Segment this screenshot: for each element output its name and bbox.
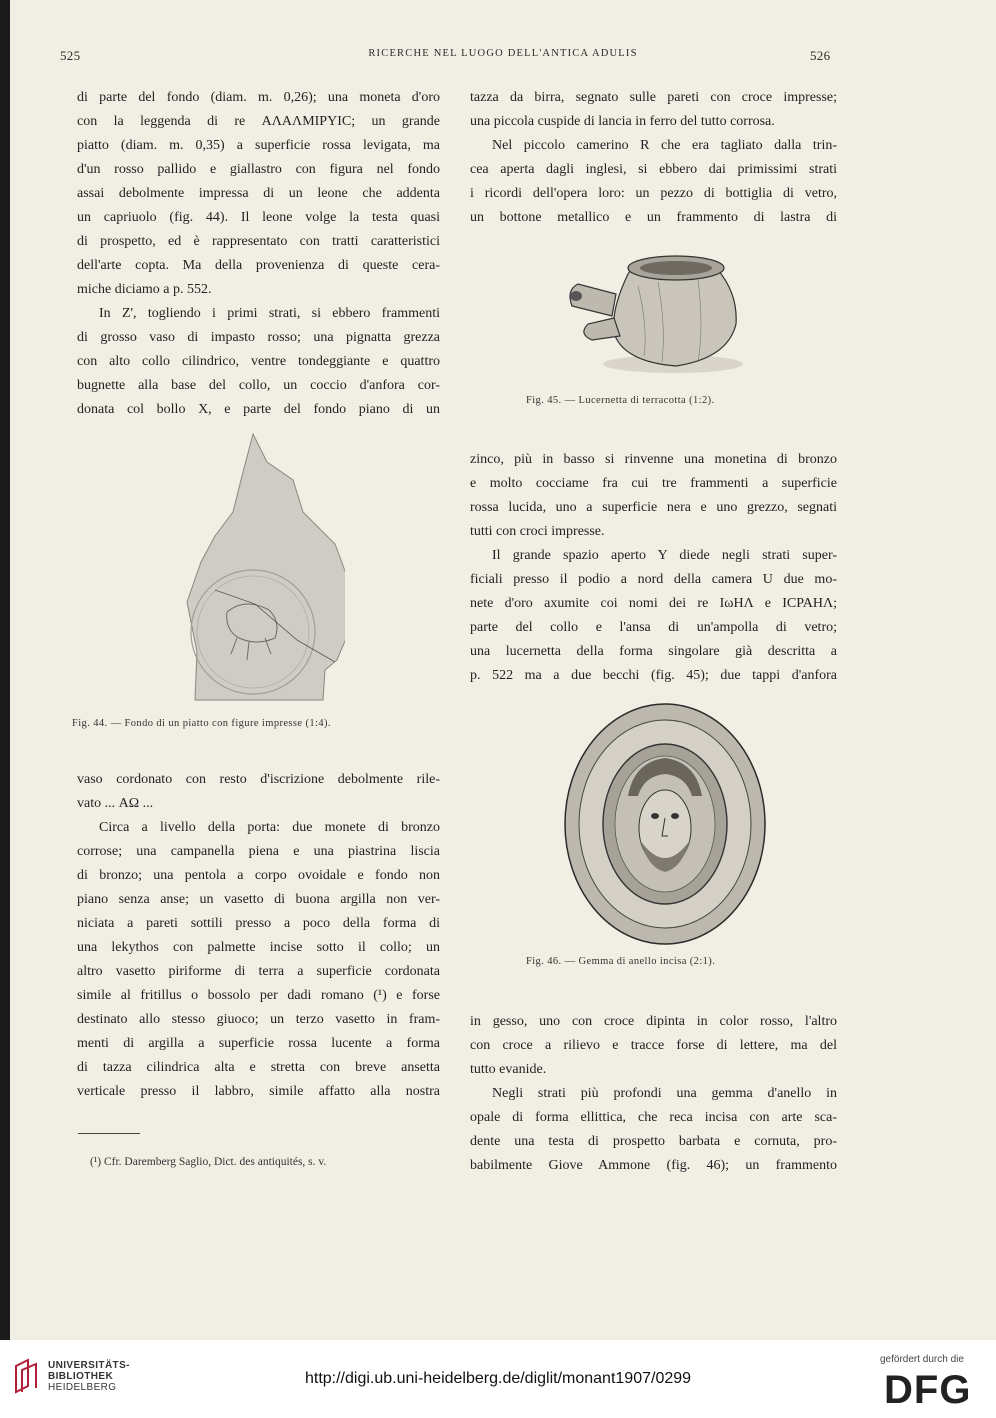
text-line: rossa lucida, uno a superficie nera e uno grezzo, segnati bbox=[470, 500, 837, 515]
fig46-gem-image bbox=[562, 700, 768, 948]
text-line: altro vasetto piriforme di terra a superficie cordonata bbox=[77, 964, 440, 979]
text-line: Negli strati più profondi una gemma d'anello in bbox=[492, 1086, 837, 1101]
text-line: dente una testa di prospetto barbata e cornuta, pro- bbox=[470, 1134, 837, 1149]
text-line: p. 522 ma a due becchi (fig. 45); due tappi d'anfora bbox=[470, 668, 837, 683]
text-line: e molto cocciame fra cui tre frammenti a superficie bbox=[470, 476, 837, 491]
text-line: nete d'oro axumite coi nomi dei re ΙωΗΛ e ΙϹΡΑΗΛ; bbox=[470, 596, 837, 611]
text-line: dell'arte copta. Ma della provenienza di queste cera- bbox=[77, 258, 440, 273]
text-line: una lucernetta della forma singolare già descritta a bbox=[470, 644, 837, 659]
text-line: corrose; una campanella piena e una piastrina liscia bbox=[77, 844, 440, 859]
text-line: vaso cordonato con resto d'iscrizione debolmente rile- bbox=[77, 772, 440, 787]
text-line: di parte del fondo (diam. m. 0,26); una moneta d'oro bbox=[77, 90, 440, 105]
fig46-caption: Fig. 46. — Gemma di anello incisa (2:1). bbox=[526, 956, 716, 967]
text-line: d'un rosso pallido e giallastro con figura nel fondo bbox=[77, 162, 440, 177]
text-line: cea aperta dagli inglesi, si ebbero dai primissimi strati bbox=[470, 162, 837, 177]
footnote-rule bbox=[78, 1133, 140, 1134]
funded-by-label: gefördert durch die bbox=[880, 1354, 964, 1365]
left-text-block-1 bbox=[77, 86, 440, 422]
text-line: i ricordi dell'opera loro: un pezzo di bottiglia di vetro, bbox=[470, 186, 837, 201]
text-line: piatto (diam. m. 0,35) a superficie rossa levigata, ma bbox=[77, 138, 440, 153]
text-line: zinco, più in basso si rinvenne una monetina di bronzo bbox=[470, 452, 837, 467]
text-line: babilmente Giove Ammone (fig. 46); un frammento bbox=[470, 1158, 837, 1173]
dfg-logo: DFG bbox=[884, 1368, 972, 1412]
right-text-block-3 bbox=[470, 1010, 837, 1178]
text-line: Nel piccolo camerino R che era tagliato dalla trin- bbox=[492, 138, 837, 153]
library-name-line: UNIVERSITÄTS- bbox=[48, 1360, 130, 1371]
text-line: una piccola cuspide di lancia in ferro del tutto corrosa. bbox=[470, 114, 775, 129]
text-line: assai debolmente impressa di un leone che addenta bbox=[77, 186, 440, 201]
fig44-plate-fragment-image bbox=[185, 432, 345, 708]
text-line: bugnette alla base del collo, un coccio d'anfora cor- bbox=[77, 378, 440, 393]
text-line: tutto evanide. bbox=[470, 1062, 547, 1077]
fig44-caption: Fig. 44. — Fondo di un piatto con figure impresse (1:4). bbox=[72, 718, 331, 729]
text-line: donata col bollo X, e parte del fondo piano di un bbox=[77, 402, 440, 417]
text-line: tutti con croci impresse. bbox=[470, 524, 605, 539]
text-line: un bottone metallico e un frammento di lastra di bbox=[470, 210, 837, 225]
text-line: In Z', togliendo i primi strati, si ebbero frammenti bbox=[99, 306, 440, 321]
text-line: tazza da birra, segnato sulle pareti con croce impresse; bbox=[470, 90, 837, 105]
text-line: una lekythos con palmette incise sotto il collo; un bbox=[77, 940, 440, 955]
text-line: un capriuolo (fig. 44). Il leone volge la testa quasi bbox=[77, 210, 440, 225]
text-line: destinato allo stesso giuoco; un terzo vasetto in fram- bbox=[77, 1012, 440, 1027]
footnote: (¹) Cfr. Daremberg Saglio, Dict. des antiquités, s. v. bbox=[90, 1156, 327, 1168]
text-line: miche diciamo a p. 552. bbox=[77, 282, 212, 297]
scanned-page bbox=[10, 0, 996, 1418]
library-name-line: BIBLIOTHEK bbox=[48, 1371, 114, 1382]
text-line: opale di forma ellittica, che reca incisa con arte sca- bbox=[470, 1110, 837, 1125]
running-title: RICERCHE NEL LUOGO DELL'ANTICA ADULIS bbox=[368, 48, 638, 59]
page-number-right: 526 bbox=[810, 48, 831, 63]
text-line: di grosso vaso di impasto rosso; una pignatta grezza bbox=[77, 330, 440, 345]
text-line: in gesso, uno con croce dipinta in color rosso, l'altro bbox=[470, 1014, 837, 1029]
right-text-block-2 bbox=[470, 448, 837, 688]
page-number-left: 525 bbox=[60, 48, 81, 63]
text-line: con alto collo cilindrico, ventre tondeggiante e quattro bbox=[77, 354, 440, 369]
left-text-block-2 bbox=[77, 768, 440, 1104]
text-line: niciata a pareti sottili presso a poco della forma di bbox=[77, 916, 440, 931]
permalink-url[interactable]: http://digi.ub.uni-heidelberg.de/diglit/monant1907/0299 bbox=[304, 1370, 692, 1387]
library-name-line: HEIDELBERG bbox=[48, 1382, 117, 1393]
text-line: con croce a rilievo e tracce forse di lettere, ma del bbox=[470, 1038, 837, 1053]
fig45-caption: Fig. 45. — Lucernetta di terracotta (1:2). bbox=[526, 395, 715, 406]
text-line: piano senza anse; un vasetto di buona argilla non ver- bbox=[77, 892, 440, 907]
text-line: con la leggenda di re ΑΛΑΛΜΙΡΥΙϹ; un grande bbox=[77, 114, 440, 129]
digitization-footer bbox=[0, 1340, 996, 1418]
text-line: di prospetto, ed è rappresentato con tratti caratteristici bbox=[77, 234, 440, 249]
text-line: ficiali presso il podio a nord della camera U due mo- bbox=[470, 572, 837, 587]
text-line: di bronzo; una pentola a corpo ovoidale e fondo non bbox=[77, 868, 440, 883]
right-text-block-1 bbox=[470, 86, 837, 230]
text-line: di tazza cilindrica alta e stretta con breve ansetta bbox=[77, 1060, 440, 1075]
text-line: verticale presso il labbro, simile affatto alla nostra bbox=[77, 1084, 440, 1099]
fig45-lamp-image bbox=[558, 246, 768, 378]
text-line: Circa a livello della porta: due monete di bronzo bbox=[99, 820, 440, 835]
text-line: parte del collo e l'ansa di un'ampolla di vetro; bbox=[470, 620, 837, 635]
text-line: Il grande spazio aperto Y diede negli strati super- bbox=[492, 548, 837, 563]
text-line: menti di argilla a superficie rossa lucente a forma bbox=[77, 1036, 440, 1051]
text-line: simile al fritillus o bossolo per dadi romano (¹) e forse bbox=[77, 988, 440, 1003]
text-line: vato ... ΑΩ ... bbox=[77, 796, 154, 811]
